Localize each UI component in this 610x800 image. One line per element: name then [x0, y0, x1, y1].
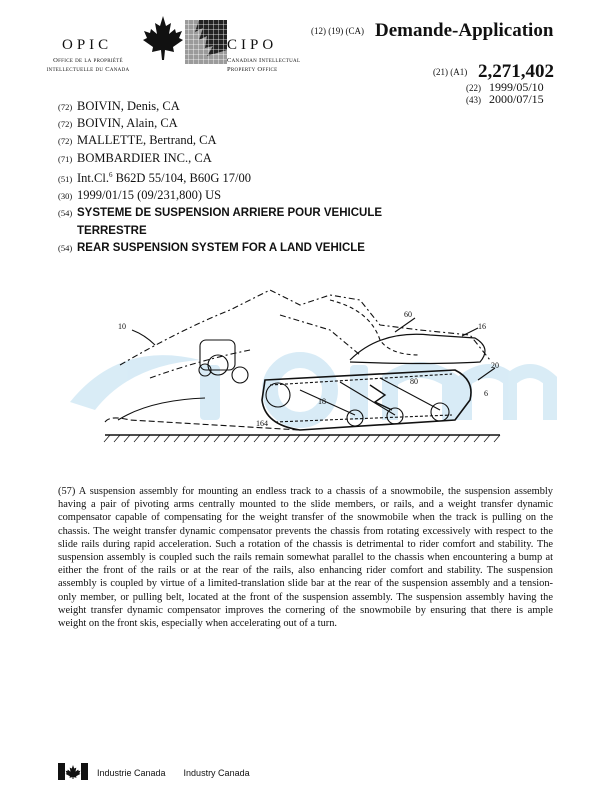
figure-label: 16	[478, 322, 486, 331]
opic-org-line2: intellectuelle du Canada	[46, 65, 130, 73]
title-french-line1: SYSTEME DE SUSPENSION ARRIERE POUR VEHICULE	[77, 207, 383, 220]
bibliographic-data	[58, 98, 382, 256]
inid-code: (51)	[58, 173, 73, 184]
inventor-name: BOIVIN, Denis, CA	[77, 99, 180, 113]
filing-date-code: (22)	[466, 83, 481, 93]
cipo-acronym: CIPO	[227, 37, 278, 53]
figure-label: 60	[404, 310, 412, 319]
applicant-name: BOMBARDIER INC., CA	[77, 150, 212, 165]
opic-org-name	[18, 57, 158, 74]
inventor-name: MALLETTE, Bertrand, CA	[77, 133, 217, 148]
figure-label: 80	[410, 377, 418, 386]
cipo-org-line1: Canadian Intellectual	[227, 57, 301, 64]
open-date: 2000/07/15	[489, 92, 544, 106]
figure-label: 6	[484, 389, 488, 398]
figure-label: 10	[118, 322, 126, 331]
open-date-code: (43)	[466, 95, 481, 105]
abstract	[58, 485, 553, 630]
watermark-logo	[70, 355, 550, 420]
maple-leaf-logo-icon	[143, 14, 227, 76]
footer-text	[97, 768, 268, 778]
open-date-row	[466, 92, 544, 107]
industrie-canada-label: Industrie Canada	[97, 768, 166, 778]
inid-code: (72)	[58, 102, 73, 112]
inventor-row	[58, 98, 382, 115]
inid-code: (54)	[58, 242, 73, 253]
snowmobile-figure	[0, 270, 610, 470]
inid-code: (72)	[58, 119, 73, 130]
cipo-org-line2: Property Office	[227, 65, 278, 73]
ipc-row	[58, 167, 382, 187]
applicant-row	[58, 150, 382, 167]
title-fr-row	[58, 204, 382, 221]
title-english: REAR SUSPENSION SYSTEM FOR A LAND VEHICLE	[77, 241, 365, 254]
abstract-code: (57)	[58, 486, 76, 497]
abstract-text: A suspension assembly for mounting an endless track to a chassis of a snowmobile, the suspension assembly having a pair of pivoting arms centrally mounted to the slide members, or rails, and a weight transfer dynamic compensator capable of compensating for the weight transfer of the snowmobile when the track is pulling on the chassis. The weight transfer dynamic compensator prevents the chassis from rotating excessively with respect to the slide rails during rapid acceleration. Such a rotation of the chassis is detrimental to rider comfort and stability. The suspension assembly is coupled such the rails remain somewhat parallel to the chassis when encountering a bump at either the front of the rails or at the rear of the rails, also enhancing rider comfort and stability. The suspension assembly is coupled by virtue of a limited-translation slide bar at the rear of the suspension assembly and a tension-only member, or pulling belt, located at the front of the suspension assembly. The suspension assembly having the weight transfer dynamic compensator improves the cornering of the snowmobile by ensuring that there is ample weight on the front skis, especially when accelerating out of a turn.	[58, 486, 553, 630]
industry-canada-label: Industry Canada	[183, 768, 250, 778]
inid-code: (71)	[58, 153, 73, 164]
canada-flag-icon	[58, 763, 88, 780]
title-french-line2: TERRESTRE	[77, 224, 147, 237]
priority-data: 1999/01/15 (09/231,800) US	[77, 188, 222, 203]
cipo-org-name	[227, 57, 300, 74]
document-type-title: Demande-Application	[375, 20, 554, 41]
ipc-prefix: Int.Cl.	[77, 170, 109, 185]
priority-row	[58, 187, 382, 204]
opic-org-line1: Office de la propriété	[53, 57, 123, 64]
filing-date: 1999/05/10	[489, 80, 544, 94]
application-number: 2,271,402	[478, 61, 554, 82]
figure-label: 18	[318, 397, 326, 406]
opic-acronym: OPIC	[62, 37, 113, 53]
inventor-name: BOIVIN, Alain, CA	[77, 116, 178, 131]
ipc-edition: 6	[108, 170, 113, 179]
ipc-classification: B62D 55/104, B60G 17/00	[115, 170, 252, 185]
inid-code: (72)	[58, 136, 73, 147]
inid-code: (30)	[58, 191, 73, 202]
application-number-codes: (21) (A1)	[433, 67, 468, 77]
inid-code: (54)	[58, 208, 73, 219]
inventor-row	[58, 132, 382, 149]
title-fr-row-2	[58, 222, 382, 239]
document-codes: (12) (19) (CA)	[311, 26, 364, 36]
figure-label: 164	[256, 419, 268, 428]
figure-label: 20	[491, 361, 499, 370]
title-en-row	[58, 239, 382, 256]
inventor-row	[58, 115, 382, 132]
